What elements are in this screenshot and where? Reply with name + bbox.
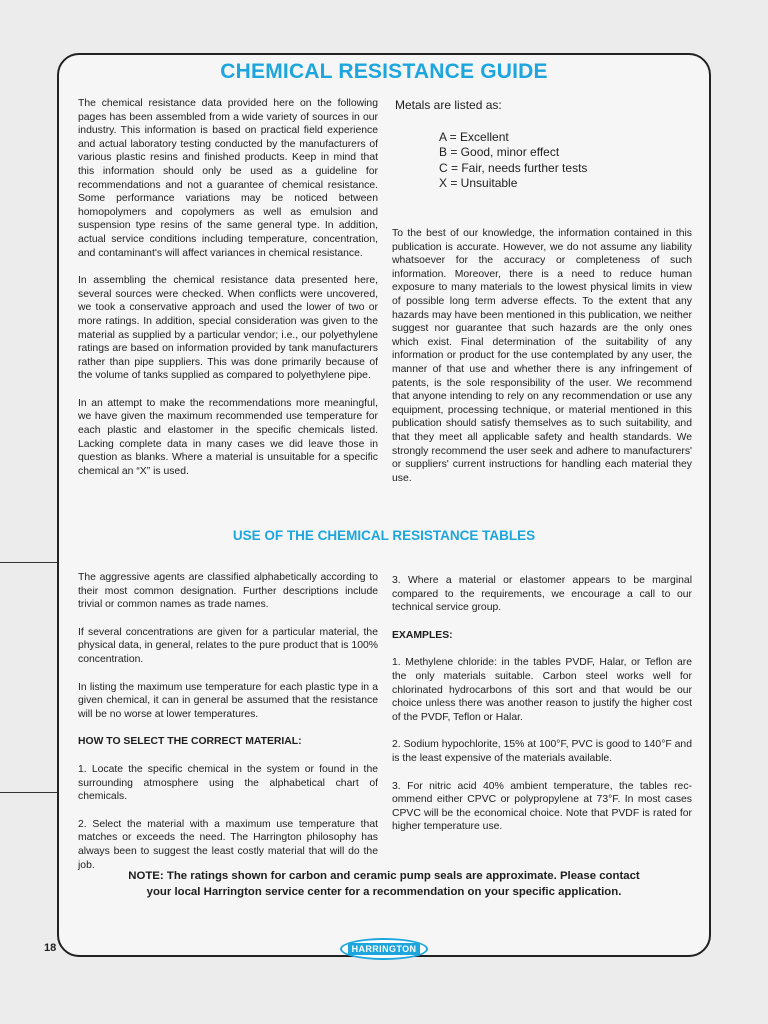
example-2: 2. Sodium hypochlorite, 15% at 100°F, PVC is good to 140°F and is the least expensive of the materials available. [392,739,692,764]
margin-line-top [0,562,57,563]
page-title: CHEMICAL RESISTANCE GUIDE [220,60,548,83]
example-3: 3. For nitric acid 40% ambient temperature, the tables recommend either CPVC or polypropylene at 73°F. In most cases CPVC will be the economical choice. Note that PVDF is rated for higher temperature use. [392,780,692,833]
select-step-1: 1. Locate the specific chemical in the system or found in the surrounding atmosphere using the alphabetical chart of chemicals. [78,763,378,803]
usage-paragraph-1: The aggressive agents are classified alphabetically according to their most common designation. Further descriptions include trivial or common names as trade names. [78,572,378,611]
usage-paragraph-3: In listing the maximum use temperature for each plastic type in a given chemical, it can in general be assumed that the resistance will be no worse at lower temperatures. [78,681,378,720]
select-material-heading: HOW TO SELECT THE CORRECT MATERIAL: [78,736,302,748]
usage-column-right [392,574,692,848]
margin-line-bottom [0,792,57,793]
intro-paragraph-3: In an attempt to make the recommendations more meaningful, we have given the maximum recommended use temperature for each plastic and elastomer in the specific chemicals listed. Lacking complete data in many cases we did leave those in question as blanks. Where a material is unsuitable for a specific chemical an “X” is used. [78,397,378,477]
intro-paragraph-2: In assembling the chemical resistance data presented here, several sources were checked. When conflicts were uncovered, we took a conservative approach and used the lower of two or more ratings. In addition, special consideration was given to the material as supplied by a particular vendor; i.e., our polyethylene ratings are based on information provided by tank manufacturers rather than pipe suppliers. This was done primarily because of the volume of tanks supplied as compared to polyethylene pipe. [78,275,378,382]
disclaimer-column [392,227,692,499]
intro-paragraph-1: The chemical resistance data provided here on the following pages has been assembled from a wide variety of sources in our industry. This information is based on practical field experience and actual laboratory testing conducted by the manufacturers of various plastic resins and finished products. Keep in mind that this information should only be used as a guideline for recommendations and not a guarantee of chemical resistance. Some performance variations may be noticed between homopolymers and copolymers as well as emulsion and suspension type resins of the same general type. In addition, actual service conditions including temperature, concentration, and contaminant's will affect variances in chemical resistance. [78,98,378,259]
metals-rating-a: A = Excellent [439,129,509,144]
usage-paragraph-2: If several concentrations are given for a particular material, the physical data, in general, relates to the pure product that is 100% concentration. [78,626,378,665]
examples-heading: EXAMPLES: [392,629,453,641]
metals-heading: Metals are listed as: [395,98,502,112]
seal-rating-note [57,868,711,900]
metals-rating-x: X = Unsuitable [439,176,518,190]
note-line-2: your local Harrington service center for a recommendation on your specific application. [146,886,622,898]
note-line-1: NOTE: The ratings shown for carbon and ceramic pump seals are approximate. Please contact [128,870,640,882]
usage-column-left [78,571,378,886]
tables-heading: USE OF THE CHEMICAL RESISTANCE TABLES [232,528,536,543]
page-number: 18 [44,942,57,954]
disclaimer-paragraph: To the best of our knowledge, the information contained in this publication is accurate. However, we do not assume any liability whatsoever for the accuracy or completeness of such information. Moreover, there is a need to reduce human exposure to many materials to the lowest physical limits in view of possible long term adverse effects. To the extent that any hazards may have been mentioned in this publication, we neither suggest nor guarantee that such hazards are the only ones which exist. Final determination of the suitability of any information or product for the use contemplated by any user, the manner of that use and whether there is any infringement of patents, is the sole responsibility of the user. We recommend that anyone intending to rely on any recommendation or use any equipment, processing technique, or material mentioned in this publication should satisfy themselves as to such suitability, and that they meet all applicable safety and health standards. We strongly recommend the user seek and adhere to manufacturers' or suppliers' current instructions for handling each material they use. [392,228,692,484]
metals-legend [395,98,587,192]
example-1: 1. Methylene chloride: in the tables PVDF, Halar, or Teflon are the only materials suitable. Carbon steel works well for chlorinated hydrocarbons of this sort and that would be our choice unless there was another reason to justify the higher cost of the PVDF, Teflon or Halar. [392,657,692,723]
metals-rating-b: B = Good, minor effect [439,145,560,159]
harrington-logo [340,938,428,960]
select-step-3: 3. Where a material or elastomer appears to be marginal compared to the requirements, we encourage a call to our technical service group. [392,575,692,614]
metals-rating-c: C = Fair, needs further tests [439,160,588,175]
select-step-2: 2. Select the material with a maximum use temperature that matches or exceeds the need. The Harrington philosophy has always been to suggest the least costly material that will do the job. [78,818,378,871]
intro-column [78,97,378,492]
logo-text: HARRINGTON [348,943,421,955]
